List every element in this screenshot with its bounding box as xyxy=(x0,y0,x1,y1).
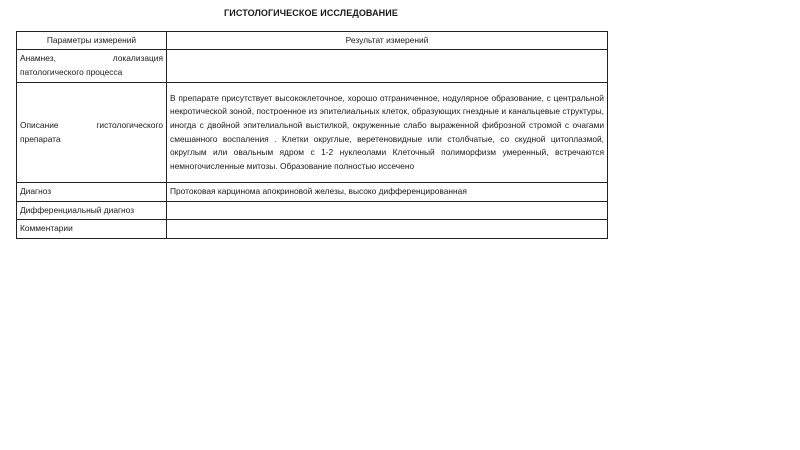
parameter-column-header: Параметры измерений xyxy=(17,32,167,50)
document-title: ГИСТОЛОГИЧЕСКОЕ ИССЛЕДОВАНИЕ xyxy=(224,8,398,18)
comments-value xyxy=(167,220,608,239)
description-label: Описание гистологического препарата xyxy=(17,83,167,183)
differential-diagnosis-label: Дифференциальный диагноз xyxy=(17,201,167,220)
histology-results-table xyxy=(16,31,608,239)
table-row-diagnosis xyxy=(17,183,608,202)
differential-diagnosis-value xyxy=(167,201,608,220)
table-row-description xyxy=(17,83,608,183)
comments-label: Комментарии xyxy=(17,220,167,239)
description-value: В препарате присутствует высококлеточное, хорошо отграниченное, нодулярное образование, с центральной некротической зоной, построенное из эпителиальных клеток, образующих гнездные и канальцевые структуры, иногда с двойной эпителиальной выстилкой, окруженные слабо выраженной фиброзной стромой с очагами смешанного воспаления . Клетки округлые, веретеновидные или столбчатые, со скудной цитоплазмой, округлым или овальным ядром с 1-2 нуклеолами Клеточный полиморфизм умеренный, встречаются немногочисленные митозы. Образование полностью иссечено xyxy=(167,83,608,183)
anamnesis-value xyxy=(167,50,608,83)
anamnesis-label: Анамнез, локализация патологического процесса xyxy=(17,50,167,83)
table-row-anamnesis xyxy=(17,50,608,83)
table-header-row xyxy=(17,32,608,50)
diagnosis-value: Протоковая карцинома апокриновой железы, высоко дифференцированная xyxy=(167,183,608,202)
diagnosis-label: Диагноз xyxy=(17,183,167,202)
table-row-differential-diagnosis xyxy=(17,201,608,220)
result-column-header: Результат измерений xyxy=(167,32,608,50)
table-row-comments xyxy=(17,220,608,239)
